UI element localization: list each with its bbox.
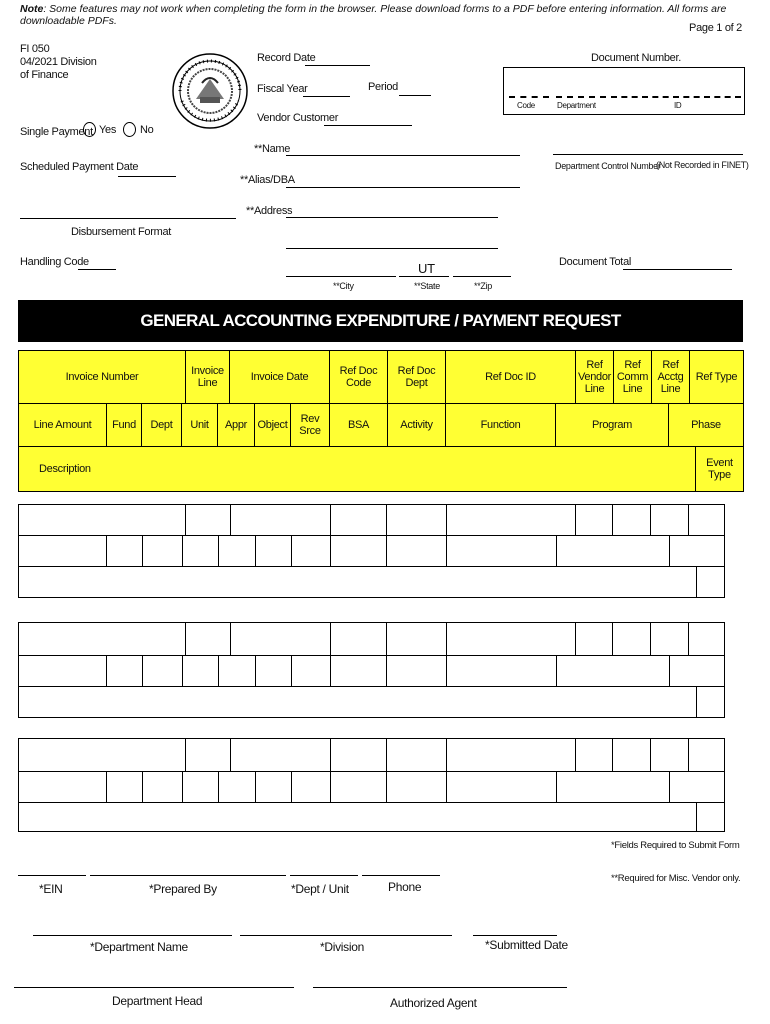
required-misc-note: **Required for Misc. Vendor only.	[611, 873, 741, 884]
doc-code-dash	[509, 96, 549, 98]
line-item-row-c[interactable]	[18, 686, 725, 718]
city-field[interactable]	[286, 276, 396, 277]
name-label: **Name	[254, 143, 291, 155]
line-item-row-c[interactable]	[18, 802, 725, 832]
authorized-agent-label: Authorized Agent	[390, 996, 477, 1010]
state-value: UT	[418, 261, 435, 276]
address-label: **Address	[246, 205, 293, 217]
handling-code-label: Handling Code	[20, 256, 89, 268]
dept-control-number-field[interactable]	[553, 154, 743, 155]
dept-unit-label: *Dept / Unit	[291, 882, 349, 896]
header-row-1	[18, 350, 744, 404]
header-description: Description	[19, 447, 696, 491]
header-invoice-number: Invoice Number	[19, 351, 186, 403]
document-total-field[interactable]	[623, 269, 732, 270]
header-rev-srce: Rev Srce	[291, 404, 330, 446]
single-payment-no-radio[interactable]	[123, 122, 136, 137]
department-head-field[interactable]	[14, 987, 294, 988]
scheduled-payment-date-field[interactable]	[118, 176, 176, 177]
city-label: **City	[333, 281, 354, 291]
line-item-row-c[interactable]	[18, 566, 725, 598]
header-row-3	[18, 446, 744, 492]
browser-note: Note: Some features may not work when completing the form in the browser. Please download forms to a PDF before entering information. All forms are downloadable PDFs.	[20, 3, 727, 27]
header-invoice-date: Invoice Date	[230, 351, 330, 403]
header-unit: Unit	[182, 404, 218, 446]
yes-label: Yes	[99, 124, 117, 136]
no-label: No	[140, 124, 154, 136]
department-head-label: Department Head	[112, 994, 203, 1008]
document-number-box[interactable]	[503, 67, 745, 115]
document-number-label: Document Number.	[591, 52, 681, 64]
state-label: **State	[414, 281, 440, 291]
header-dept: Dept	[142, 404, 182, 446]
prepared-by-field[interactable]	[90, 875, 286, 876]
fields-required-note: *Fields Required to Submit Form	[611, 840, 740, 851]
form-title: GENERAL ACCOUNTING EXPENDITURE / PAYMENT REQUEST	[18, 300, 743, 342]
phone-field[interactable]	[362, 875, 440, 876]
division-label: *Division	[320, 940, 364, 954]
submitted-date-label: *Submitted Date	[485, 938, 568, 952]
dept-control-number-label: Department Control Number	[555, 161, 661, 171]
header-ref-type: Ref Type	[695, 371, 738, 383]
period-field[interactable]	[399, 95, 431, 96]
zip-label: **Zip	[474, 281, 493, 291]
address-field-1[interactable]	[286, 217, 498, 218]
header-event-type: Event Type	[706, 457, 733, 481]
header-activity: Activity	[388, 404, 446, 446]
doc-department-label: Department	[557, 101, 596, 110]
address-field-2[interactable]	[286, 248, 498, 249]
header-program: Program	[556, 404, 669, 446]
disbursement-format-field[interactable]	[20, 218, 236, 219]
header-ref-doc-dept: Ref Doc Dept	[388, 351, 446, 403]
header-ref-acctg-line: Ref Acctg Line	[652, 351, 690, 403]
handling-code-field[interactable]	[78, 269, 116, 270]
record-date-label: Record Date	[257, 52, 316, 64]
header-line-amount: Line Amount	[19, 404, 107, 446]
fiscal-year-field[interactable]	[303, 96, 350, 97]
header-object: Object	[255, 404, 291, 446]
not-recorded-note: (Not Recorded in FINET)	[656, 160, 749, 170]
line-item-row-a[interactable]	[18, 504, 725, 536]
header-invoice-line: Invoice Line	[186, 351, 230, 403]
ein-label: *EIN	[39, 882, 63, 896]
header-bsa: BSA	[330, 404, 388, 446]
doc-code-label: Code	[517, 101, 535, 110]
vendor-customer-field[interactable]	[324, 125, 412, 126]
single-payment-label: Single Payment	[20, 126, 93, 138]
disbursement-format-label: Disbursement Format	[71, 226, 172, 238]
header-appr: Appr	[218, 404, 255, 446]
line-item-row-a[interactable]	[18, 738, 725, 772]
single-payment-yes-radio[interactable]	[83, 122, 96, 137]
scheduled-payment-date-label: Scheduled Payment Date	[20, 161, 139, 173]
division-field[interactable]	[240, 935, 452, 936]
header-ref-doc-id: Ref Doc ID	[446, 351, 576, 403]
ein-field[interactable]	[18, 875, 86, 876]
form-id: FI 050 04/2021 Division of Finance	[20, 43, 97, 81]
zip-field[interactable]	[453, 276, 511, 277]
name-field[interactable]	[286, 155, 520, 156]
department-name-field[interactable]	[33, 935, 232, 936]
doc-id-dash	[611, 96, 741, 98]
line-item-row-b[interactable]	[18, 771, 725, 803]
record-date-field[interactable]	[305, 65, 370, 66]
line-item-row-b[interactable]	[18, 655, 725, 687]
submitted-date-field[interactable]	[473, 935, 557, 936]
dept-unit-field[interactable]	[290, 875, 358, 876]
header-ref-comm-line: Ref Comm Line	[614, 351, 652, 403]
vendor-customer-label: Vendor Customer	[257, 112, 339, 124]
state-field[interactable]	[399, 276, 449, 277]
header-ref-doc-code: Ref Doc Code	[330, 351, 388, 403]
page-label: Page 1 of 2	[689, 22, 742, 34]
fiscal-year-label: Fiscal Year	[257, 83, 308, 95]
line-item-row-a[interactable]	[18, 622, 725, 656]
header-function: Function	[446, 404, 556, 446]
doc-id-label: ID	[674, 101, 682, 110]
state-seal-icon	[172, 27, 248, 155]
document-total-label: Document Total	[559, 256, 632, 268]
phone-label: Phone	[388, 880, 422, 894]
header-ref-vendor-line: Ref Vendor Line	[576, 351, 614, 403]
header-row-2	[18, 403, 744, 447]
alias-label: **Alias/DBA	[240, 174, 295, 186]
line-item-row-b[interactable]	[18, 535, 725, 567]
header-fund: Fund	[107, 404, 142, 446]
period-label: Period	[368, 81, 398, 93]
department-name-label: *Department Name	[90, 940, 188, 954]
doc-dept-dash	[556, 96, 606, 98]
prepared-by-label: *Prepared By	[149, 882, 217, 896]
header-phase: Phase	[691, 419, 721, 431]
alias-field[interactable]	[286, 187, 520, 188]
authorized-agent-field[interactable]	[313, 987, 567, 988]
